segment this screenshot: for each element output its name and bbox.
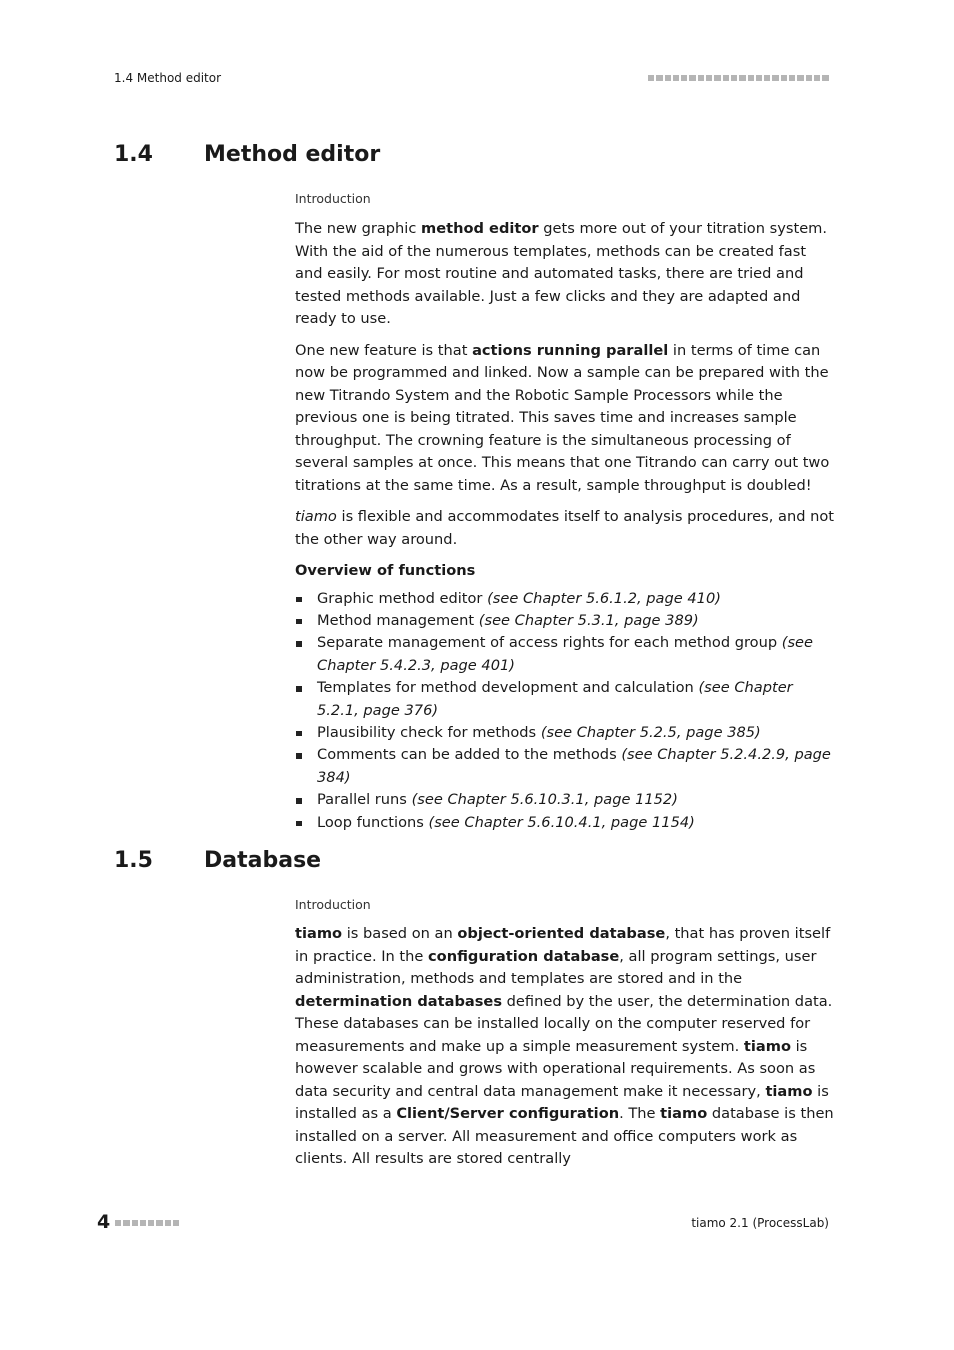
- marker-square: [165, 1220, 171, 1226]
- text-run: is flexible and accommodates itself to analysis procedures, and not the other way around.: [295, 508, 835, 548]
- marker-square: [665, 75, 671, 81]
- marker-square: [781, 75, 787, 81]
- marker-square: [731, 75, 737, 81]
- list-item: [295, 722, 835, 744]
- chapter-reference-link[interactable]: (see Chapter 5.3.1, page 389): [478, 611, 699, 629]
- intro-label: Introduction: [295, 191, 371, 206]
- item-text: Separate management of access rights for each method group: [317, 634, 782, 652]
- paragraph: [295, 218, 835, 331]
- marker-square: [706, 75, 712, 81]
- marker-square: [806, 75, 812, 81]
- subheading: Overview of functions: [295, 562, 476, 579]
- paragraph: [295, 340, 835, 498]
- footer-marker: [115, 1220, 179, 1226]
- item-text: Plausibility check for methods: [317, 723, 541, 741]
- section-number: 1.4: [114, 142, 153, 167]
- marker-square: [115, 1220, 121, 1226]
- marker-square: [689, 75, 695, 81]
- marker-square: [156, 1220, 162, 1226]
- text-run: is based on an: [342, 925, 458, 942]
- marker-square: [764, 75, 770, 81]
- text-run: . The: [619, 1105, 661, 1122]
- marker-square: [739, 75, 745, 81]
- running-header: 1.4 Method editor: [114, 71, 222, 85]
- marker-square: [132, 1220, 138, 1226]
- paragraph: [295, 506, 835, 551]
- marker-square: [756, 75, 762, 81]
- bold-term: tiamo: [295, 925, 343, 942]
- marker-square: [148, 1220, 154, 1226]
- bold-term: Client/Server configuration: [396, 1105, 620, 1122]
- intro-label: Introduction: [295, 897, 371, 912]
- text-run: defined by the user, the determination data. These databases can be installed locally on the computer reserved for measurements and make up a simple measurement system.: [295, 992, 833, 1055]
- chapter-reference-link[interactable]: (see Chapter 5.6.1.2, page 410): [487, 589, 721, 607]
- item-text: Comments can be added to the methods: [317, 746, 622, 764]
- chapter-reference-link[interactable]: (see Chapter 5.6.10.4.1, page 1154): [428, 813, 695, 831]
- text-run: , that has proven itself in practice. In the: [295, 925, 831, 965]
- function-list: [295, 588, 835, 834]
- chapter-reference-link[interactable]: (see Chapter 5.6.10.3.1, page 1152): [411, 791, 678, 809]
- page-number: 4: [97, 1211, 111, 1233]
- list-item: [295, 632, 835, 677]
- list-item: [295, 812, 835, 834]
- list-item: [295, 789, 835, 811]
- chapter-reference-link[interactable]: (see Chapter 5.2.1, page 376): [317, 679, 793, 719]
- chapter-reference-link[interactable]: (see Chapter 5.2.5, page 385): [540, 723, 761, 741]
- product-name: tiamo 2.1 (ProcessLab): [691, 1216, 829, 1230]
- list-item: [295, 588, 835, 610]
- section-body-1-5: [295, 923, 835, 1180]
- marker-square: [173, 1220, 179, 1226]
- marker-square: [714, 75, 720, 81]
- marker-square: [656, 75, 662, 81]
- chapter-reference-link[interactable]: (see Chapter 5.2.4.2.9, page 384): [317, 746, 831, 786]
- marker-square: [648, 75, 654, 81]
- marker-square: [814, 75, 820, 81]
- text-run: is however scalable and grows with operational requirements. As soon as data security and central data management make it necessary,: [295, 1037, 816, 1100]
- chapter-reference-link[interactable]: (see Chapter 5.4.2.3, page 401): [317, 634, 814, 674]
- bold-term: tiamo: [765, 1082, 813, 1100]
- item-text: Method management: [317, 611, 479, 629]
- text-run: in terms of time can now be programmed and linked. Now a sample can be prepared with the new Titrando System and the Robotic Sample Processors while the previous one is being titrated. This saves time and increases sample throughput. The crowning feature is the simultaneous processing of several samples at once. This means that one Titrando can carry out two titrations at the same time. As a result, sample throughput is doubled!: [295, 341, 830, 494]
- bold-term: object-oriented database: [457, 925, 666, 942]
- item-text: Templates for method development and calculation: [317, 679, 699, 697]
- text-run: One new feature is that: [295, 341, 473, 359]
- section-body-1-4: [295, 218, 835, 834]
- bold-term: determination databases: [295, 992, 503, 1010]
- bold-term: tiamo: [743, 1037, 791, 1055]
- italic-term: tiamo: [295, 508, 337, 525]
- item-text: Graphic method editor: [317, 589, 488, 607]
- marker-square: [140, 1220, 146, 1226]
- section-heading-1-4: [114, 142, 380, 167]
- section-title: Method editor: [204, 142, 381, 167]
- paragraph: [295, 923, 835, 1171]
- text-run: database is then installed on a server. All measurement and office computers work as clients. All results are stored centrally: [295, 1105, 834, 1167]
- marker-square: [772, 75, 778, 81]
- marker-square: [789, 75, 795, 81]
- section-number: 1.5: [114, 848, 153, 873]
- bold-term: actions running parallel: [472, 341, 669, 359]
- item-text: Parallel runs: [317, 791, 412, 809]
- marker-square: [123, 1220, 129, 1226]
- bold-term: configuration database: [428, 947, 620, 965]
- list-item: [295, 744, 835, 789]
- item-text: Loop functions: [317, 813, 429, 831]
- list-item: [295, 610, 835, 632]
- text-run: , all program settings, user administration, methods and templates are stored and in the: [295, 947, 817, 987]
- bold-term: tiamo: [660, 1105, 708, 1122]
- text-run: gets more out of your titration system. With the aid of the numerous templates, methods can be created fast and easily. For most routine and automated tasks, there are tried and tested methods available. Just a few clicks and they are adapted and ready to use.: [295, 220, 828, 327]
- bold-term: method editor: [421, 220, 539, 237]
- marker-square: [673, 75, 679, 81]
- marker-square: [822, 75, 828, 81]
- text-run: is installed as a: [295, 1082, 829, 1122]
- marker-square: [723, 75, 729, 81]
- list-item: [295, 677, 835, 722]
- marker-square: [681, 75, 687, 81]
- marker-square: [797, 75, 803, 81]
- text-run: The new graphic: [295, 220, 422, 237]
- header-marker: [648, 75, 829, 81]
- section-heading-1-5: [114, 848, 321, 873]
- section-title: Database: [204, 848, 322, 873]
- marker-square: [698, 75, 704, 81]
- marker-square: [748, 75, 754, 81]
